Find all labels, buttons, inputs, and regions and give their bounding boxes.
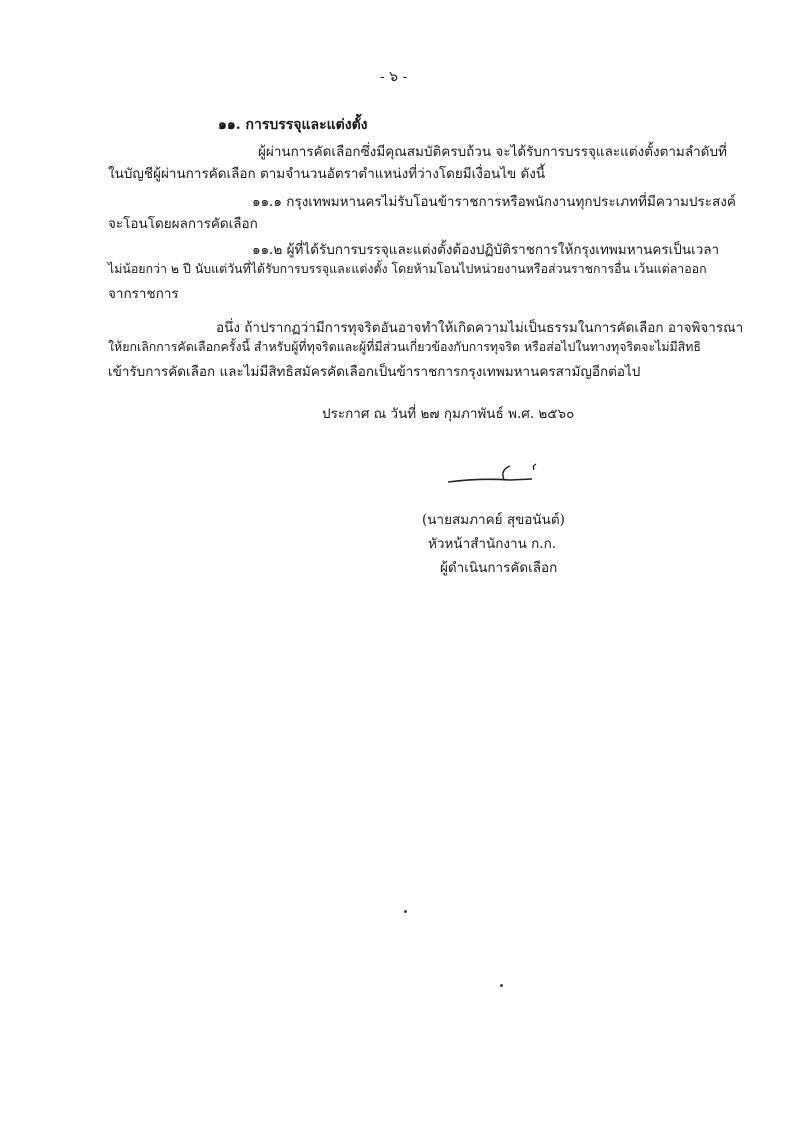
scan-speck xyxy=(500,984,503,987)
signature-mark xyxy=(440,452,560,492)
closing-line-3: เข้ารับการคัดเลือก และไม่มีสิทธิสมัครคัดเลือกเป็นข้าราชการกรุงเทพมหานครสามัญอีกต่อไป xyxy=(108,364,641,380)
item-1-line-2: จะโอนโดยผลการคัดเลือก xyxy=(108,216,258,232)
item-2-line-1: ๑๑.๒ ผู้ที่ได้รับการบรรจุและแต่งตั้งต้องปฏิบัติราชการให้กรุงเทพมหานครเป็นเวลา xyxy=(252,242,720,258)
scan-speck xyxy=(404,910,407,913)
announcement-date: ประกาศ ณ วันที่ ๒๗ กุมภาพันธ์ พ.ศ. ๒๕๖๐ xyxy=(322,406,575,422)
item-2-line-2: ไม่น้อยกว่า ๒ ปี นับแต่วันที่ได้รับการบรรจุและแต่งตั้ง โดยห้ามโอนไปหน่วยงานหรือส่วนราชการอื่น เว้นแต่ลาออก xyxy=(108,261,707,276)
signatory-role: ผู้ดำเนินการคัดเลือก xyxy=(440,560,558,576)
section-heading: ๑๑. การบรรจุและแต่งตั้ง xyxy=(218,117,368,133)
intro-line-1: ผู้ผ่านการคัดเลือกซึ่งมีคุณสมบัติครบถ้วน จะได้รับการบรรจุและแต่งตั้งตามลำดับที่ xyxy=(258,144,727,160)
item-2-line-3: จากราชการ xyxy=(108,286,179,302)
page-number: - ๖ - xyxy=(380,69,408,85)
signatory-name: (นายสมภาคย์ สุขอนันต์) xyxy=(422,512,565,528)
closing-line-1: อนึ่ง ถ้าปรากฏว่ามีการทุจริตอันอาจทำให้เกิดความไม่เป็นธรรมในการคัดเลือก อาจพิจารณา xyxy=(216,320,744,336)
item-1-line-1: ๑๑.๑ กรุงเทพมหานครไม่รับโอนข้าราชการหรือพนักงานทุกประเภทที่มีความประสงค์ xyxy=(252,194,736,210)
signatory-position: หัวหน้าสำนักงาน ก.ก. xyxy=(428,536,557,552)
closing-line-2: ให้ยกเลิกการคัดเลือกครั้งนี้ สำหรับผู้ที่ทุจริตและผู้ที่มีส่วนเกี่ยวข้องกับการทุจริต หรือส่อไปในทางทุจริตจะไม่มีสิทธิ xyxy=(108,339,701,354)
intro-line-2: ในบัญชีผู้ผ่านการคัดเลือก ตามจำนวนอัตราตำแหน่งที่ว่างโดยมีเงื่อนไข ดังนี้ xyxy=(108,166,546,182)
